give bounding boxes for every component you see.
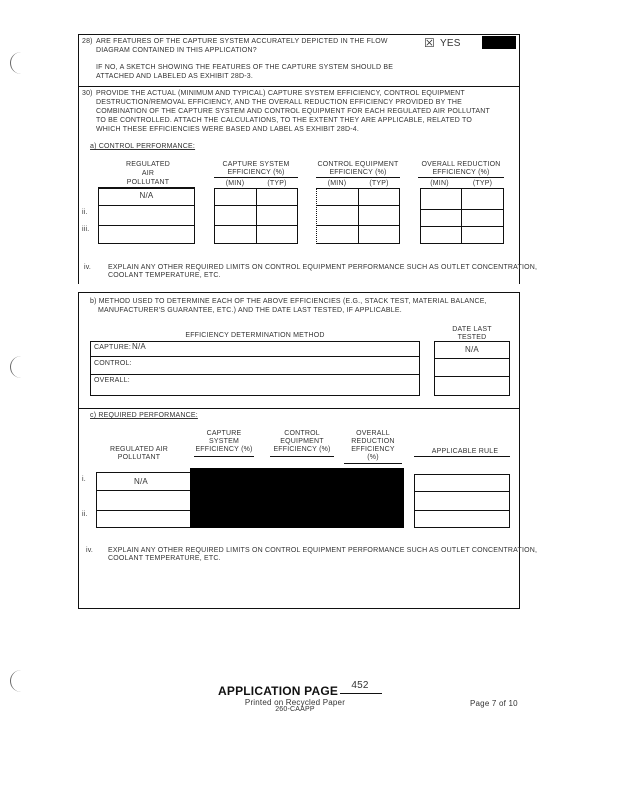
footer-printed-note: Printed on Recycled Paper — [244, 698, 346, 707]
a-row-label-3: iii. — [82, 226, 90, 233]
a-col-pollutant-2: AIR — [141, 170, 155, 177]
a-col-pollutant-3: POLLUTANT — [126, 179, 170, 186]
date-last-header-2: TESTED — [457, 334, 487, 341]
a-explain-line-1: EXPLAIN ANY OTHER REQUIRED LIMITS ON CONTROL EQUIPMENT PERFORMANCE SUCH AS OUTLET CONCENTRATION, — [108, 264, 538, 271]
hole-punch-mark-middle — [10, 356, 25, 378]
c-col-pollutant-1: REGULATED AIR — [109, 446, 169, 453]
hole-punch-mark-bottom — [10, 670, 25, 692]
q28-line-1: ARE FEATURES OF THE CAPTURE SYSTEM ACCURATELY DEPICTED IN THE FLOW — [96, 38, 388, 45]
a-row1-pollutant[interactable]: N/A — [139, 191, 154, 200]
q30-number: 30) — [82, 90, 93, 97]
a-col-pollutant-1: REGULATED — [125, 161, 171, 168]
a-col-capture-2: EFFICIENCY (%) — [227, 169, 285, 176]
c-explain-line-2: COOLANT TEMPERATURE, ETC. — [108, 555, 221, 562]
a-col-control-2: EFFICIENCY (%) — [329, 169, 387, 176]
a-overall-table — [420, 188, 504, 244]
method-control-label: CONTROL: — [94, 360, 132, 367]
c-row-label-2: ii. — [82, 511, 88, 518]
a-row-label-2: ii. — [82, 209, 88, 216]
a-overall-min: (MIN) — [430, 180, 449, 187]
q30-line-2: DESTRUCTION/REMOVAL EFFICIENCY, AND THE OVERALL REDUCTION EFFICIENCY PROVIDED BY THE — [96, 99, 462, 106]
q28-ifno-line-2: ATTACHED AND LABELED AS EXHIBIT 28D-3. — [96, 73, 253, 80]
c-col-control-3: EFFICIENCY (%) — [273, 446, 331, 453]
c-row1-pollutant[interactable]: N/A — [134, 477, 148, 486]
footer-page-of: Page 7 of 10 — [470, 699, 518, 708]
c-col-pollutant-2: POLLUTANT — [117, 454, 161, 461]
hole-punch-mark-top — [10, 52, 25, 74]
footer-page-number: 452 — [351, 680, 369, 691]
q30-line-4: TO BE CONTROLLED. ATTACH THE CALCULATIONS, TO THE EXTENT THEY ARE APPLICABLE, RELATED TO — [96, 117, 472, 124]
q28-line-2: DIAGRAM CONTAINED IN THIS APPLICATION? — [96, 47, 257, 54]
a-capture-typ: (TYP) — [267, 180, 287, 187]
q28-ifno-line-1: IF NO, A SKETCH SHOWING THE FEATURES OF THE CAPTURE SYSTEM SHOULD BE — [96, 64, 394, 71]
c-col-overall-3: EFFICIENCY — [351, 446, 395, 453]
q30-line-3: COMBINATION OF THE CAPTURE SYSTEM AND CONTROL EQUIPMENT FOR EACH REGULATED AIR POLLUTANT — [96, 108, 490, 115]
a-explain-number: iv. — [84, 264, 92, 271]
part-a-heading: a) CONTROL PERFORMANCE: — [90, 143, 196, 150]
method-overall-label: OVERALL: — [94, 377, 130, 384]
date-last-header-1: DATE LAST — [452, 326, 492, 333]
q30-line-1: PROVIDE THE ACTUAL (MINIMUM AND TYPICAL) CAPTURE SYSTEM EFFICIENCY, CONTROL EQUIPMENT — [96, 90, 465, 97]
c-explain-line-1: EXPLAIN ANY OTHER REQUIRED LIMITS ON CONTROL EQUIPMENT PERFORMANCE SUCH AS OUTLET CONCENTRATION, — [108, 547, 538, 554]
part-b-line-2: MANUFACTURER'S GUARANTEE, ETC.) AND THE DATE LAST TESTED, IF APPLICABLE. — [98, 307, 402, 314]
a-col-overall-2: EFFICIENCY (%) — [432, 169, 490, 176]
redaction-block-efficiencies — [190, 468, 404, 528]
c-col-overall-4: (%) — [367, 454, 379, 461]
a-control-typ: (TYP) — [369, 180, 389, 187]
method-capture-label: CAPTURE: — [94, 344, 131, 351]
a-explain-line-2: COOLANT TEMPERATURE, ETC. — [108, 272, 221, 279]
method-capture-value[interactable]: N/A — [132, 342, 146, 351]
date-value[interactable]: N/A — [465, 345, 479, 354]
c-col-overall-1: OVERALL — [356, 430, 390, 437]
a-col-overall-1: OVERALL REDUCTION — [421, 161, 501, 168]
yes-checkbox[interactable]: ☒ — [424, 36, 435, 50]
a-control-min: (MIN) — [327, 180, 347, 187]
c-col-control-1: CONTROL — [284, 430, 320, 437]
c-col-overall-2: REDUCTION — [351, 438, 395, 445]
a-capture-min: (MIN) — [225, 180, 245, 187]
c-explain-number: iv. — [86, 547, 94, 554]
footer-form-code: 260-CAAPP — [275, 706, 315, 713]
part-c-heading: c) REQUIRED PERFORMANCE: — [90, 412, 198, 419]
c-col-capture-1: CAPTURE — [206, 430, 242, 437]
q28-number: 28) — [82, 38, 93, 45]
c-col-capture-3: EFFICIENCY (%) — [195, 446, 253, 453]
part-b-line-1: b) METHOD USED TO DETERMINE EACH OF THE ABOVE EFFICIENCIES (E.G., STACK TEST, MATERIAL BALANCE, — [90, 298, 487, 305]
footer-title: APPLICATION PAGE — [218, 684, 339, 698]
c-col-control-2: EQUIPMENT — [280, 438, 324, 445]
c-rule-table — [414, 474, 510, 528]
a-overall-typ: (TYP) — [472, 180, 493, 187]
a-col-capture-1: CAPTURE SYSTEM — [222, 161, 290, 168]
c-row-label-1: i. — [82, 476, 86, 483]
q30-line-5: WHICH THESE EFFICIENCIES WERE BASED AND LABEL AS EXHIBIT 28D-4. — [96, 126, 359, 133]
yes-label: YES — [440, 38, 461, 49]
method-header: EFFICIENCY DETERMINATION METHOD — [185, 332, 325, 339]
c-col-rule: APPLICABLE RULE — [431, 448, 499, 455]
redaction-block-no — [482, 36, 516, 49]
c-col-capture-2: SYSTEM — [209, 438, 239, 445]
a-col-control-1: CONTROL EQUIPMENT — [317, 161, 399, 168]
